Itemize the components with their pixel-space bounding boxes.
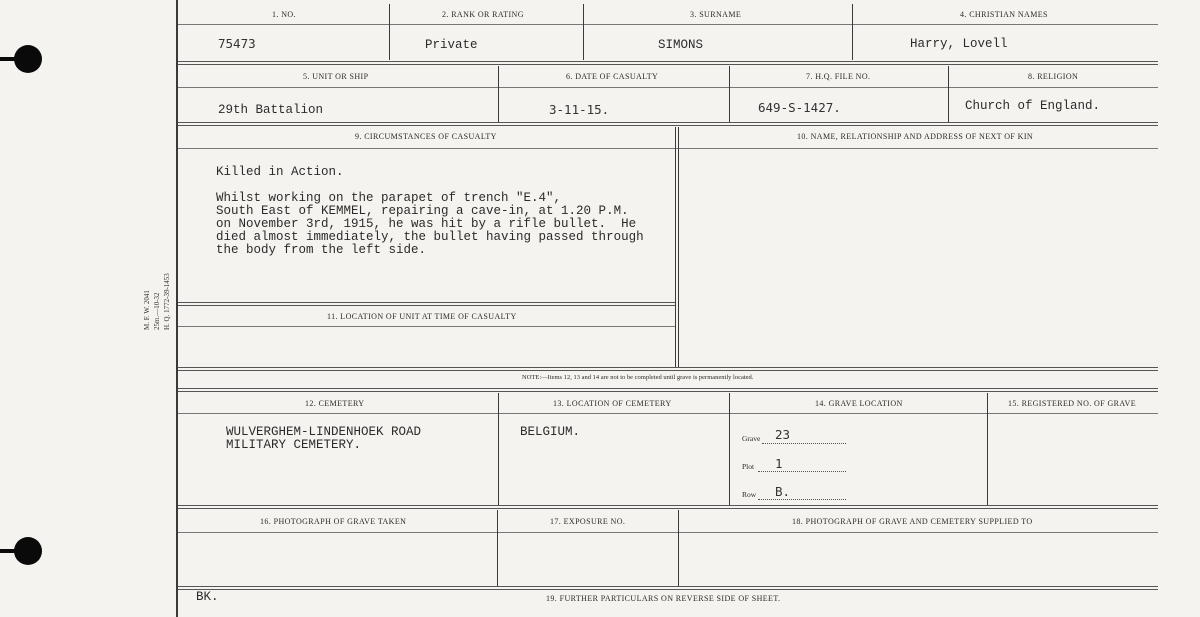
value-christian-names: Harry, Lovell — [910, 37, 1008, 51]
row2-bottom-rule-a — [178, 122, 1158, 123]
row5-div-2 — [678, 510, 679, 586]
row4-bottom-rule-a — [178, 505, 1158, 506]
circumstances-line-5: died almost immediately, the bullet having passed through — [216, 230, 644, 244]
binder-hole-top — [14, 45, 42, 73]
label-christian-names: 4. CHRISTIAN NAMES — [960, 10, 1048, 19]
row3-divider-b — [678, 127, 679, 367]
label-date: 6. DATE OF CASUALTY — [566, 72, 659, 81]
row5-bottom-rule-b — [178, 589, 1158, 590]
circumstances-line-3: South East of KEMMEL, repairing a cave-in, at 1.20 P.M. — [216, 204, 629, 218]
row2-div-2 — [729, 66, 730, 122]
value-religion: Church of England. — [965, 99, 1101, 113]
label-cemetery: 12. CEMETERY — [305, 399, 365, 408]
row2-label-rule — [178, 87, 1158, 88]
label-religion: 8. RELIGION — [1028, 72, 1079, 81]
row1-label-rule — [178, 24, 1158, 25]
circumstances-line-1: Killed in Action. — [216, 165, 344, 179]
value-date: 3-11-15. — [549, 102, 610, 117]
label-grave: Grave — [742, 434, 761, 443]
side-form-note-2: 25m.—10-32 — [153, 292, 161, 330]
label-circumstances: 9. CIRCUMSTANCES OF CASUALTY — [355, 132, 497, 141]
row2-bottom-rule-b — [178, 125, 1158, 126]
label-exposure: 17. EXPOSURE NO. — [550, 517, 626, 526]
label-rank: 2. RANK OR RATING — [442, 10, 524, 19]
value-no: 75473 — [218, 36, 256, 51]
value-cemetery-line-1: WULVERGHEM-LINDENHOEK ROAD — [226, 425, 422, 439]
label-unit: 5. UNIT OR SHIP — [303, 72, 369, 81]
row3-label-rule — [178, 148, 1158, 149]
value-surname: SIMONS — [658, 38, 704, 52]
left-border — [176, 0, 178, 617]
label-no: 1. NO. — [272, 10, 296, 19]
row1-div-2 — [583, 4, 584, 60]
note-bottom-rule-a — [178, 388, 1158, 389]
row4-label-rule — [178, 413, 1158, 414]
label-plot: Plot — [742, 462, 755, 471]
label-registered-no: 15. REGISTERED NO. OF GRAVE — [1008, 399, 1136, 408]
side-form-note-3: H. Q. 1772-39-1453 — [163, 273, 171, 330]
circumstances-line-6: the body from the left side. — [216, 243, 427, 257]
binder-hole-bottom — [14, 537, 42, 565]
row3-divider-a — [675, 127, 676, 367]
circumstances-line-2: Whilst working on the parapet of trench "E.4", — [216, 191, 562, 205]
row1-div-3 — [852, 4, 853, 60]
label-photo-supplied: 18. PHOTOGRAPH OF GRAVE AND CEMETERY SUPPLIED TO — [792, 517, 1033, 526]
side-form-note-1: M. F. W. 2041 — [143, 290, 151, 330]
label-row: Row — [742, 490, 757, 499]
value-grave: 23 — [775, 427, 791, 442]
row2-div-3 — [948, 66, 949, 122]
plot-dotted-line — [758, 470, 846, 472]
row1-div-1 — [389, 4, 390, 60]
label-hq-file: 7. H.Q. FILE NO. — [806, 72, 871, 81]
row4-div-3 — [987, 393, 988, 505]
row5-div-1 — [497, 510, 498, 586]
value-cemetery-line-2: MILITARY CEMETERY. — [226, 438, 362, 452]
label-grave-location: 14. GRAVE LOCATION — [815, 399, 903, 408]
note-text: NOTE:—Items 12, 13 and 14 are not to be completed until grave is permanently located. — [522, 374, 754, 381]
row-dotted-line — [758, 498, 846, 500]
note-top-rule-a — [178, 367, 1158, 368]
value-row: B. — [775, 484, 791, 499]
row4-div-2 — [729, 393, 730, 505]
value-unit: 29th Battalion — [218, 103, 324, 117]
note-top-rule-b — [178, 370, 1158, 371]
circumstances-line-4: on November 3rd, 1915, he was hit by a rifle bullet. He — [216, 217, 637, 231]
row5-label-rule — [178, 532, 1158, 533]
label-next-of-kin: 10. NAME, RELATIONSHIP AND ADDRESS OF NEXT OF KIN — [797, 132, 1034, 141]
row1-bottom-rule-b — [178, 64, 1158, 65]
row4-bottom-rule-b — [178, 508, 1158, 509]
row1-bottom-rule-a — [178, 61, 1158, 62]
label-location-of-unit: 11. LOCATION OF UNIT AT TIME OF CASUALTY — [327, 312, 517, 321]
value-plot: 1 — [775, 456, 783, 471]
label-further-particulars: 19. FURTHER PARTICULARS ON REVERSE SIDE OF SHEET. — [546, 594, 781, 603]
grave-dotted-line — [762, 442, 846, 444]
value-hq-file: 649-S-1427. — [758, 100, 841, 115]
item11-top-rule-a — [178, 302, 675, 303]
item11-label-rule — [178, 326, 675, 327]
value-location-of-cemetery: BELGIUM. — [520, 425, 581, 439]
value-initials: BK. — [196, 590, 219, 604]
note-bottom-rule-b — [178, 391, 1158, 392]
row4-div-1 — [498, 393, 499, 505]
label-surname: 3. SURNAME — [690, 10, 742, 19]
row2-div-1 — [498, 66, 499, 122]
row5-bottom-rule-a — [178, 586, 1158, 587]
value-rank: Private — [425, 38, 478, 52]
label-photo-taken: 16. PHOTOGRAPH OF GRAVE TAKEN — [260, 517, 407, 526]
item11-top-rule-b — [178, 305, 675, 306]
label-location-of-cemetery: 13. LOCATION OF CEMETERY — [553, 399, 672, 408]
